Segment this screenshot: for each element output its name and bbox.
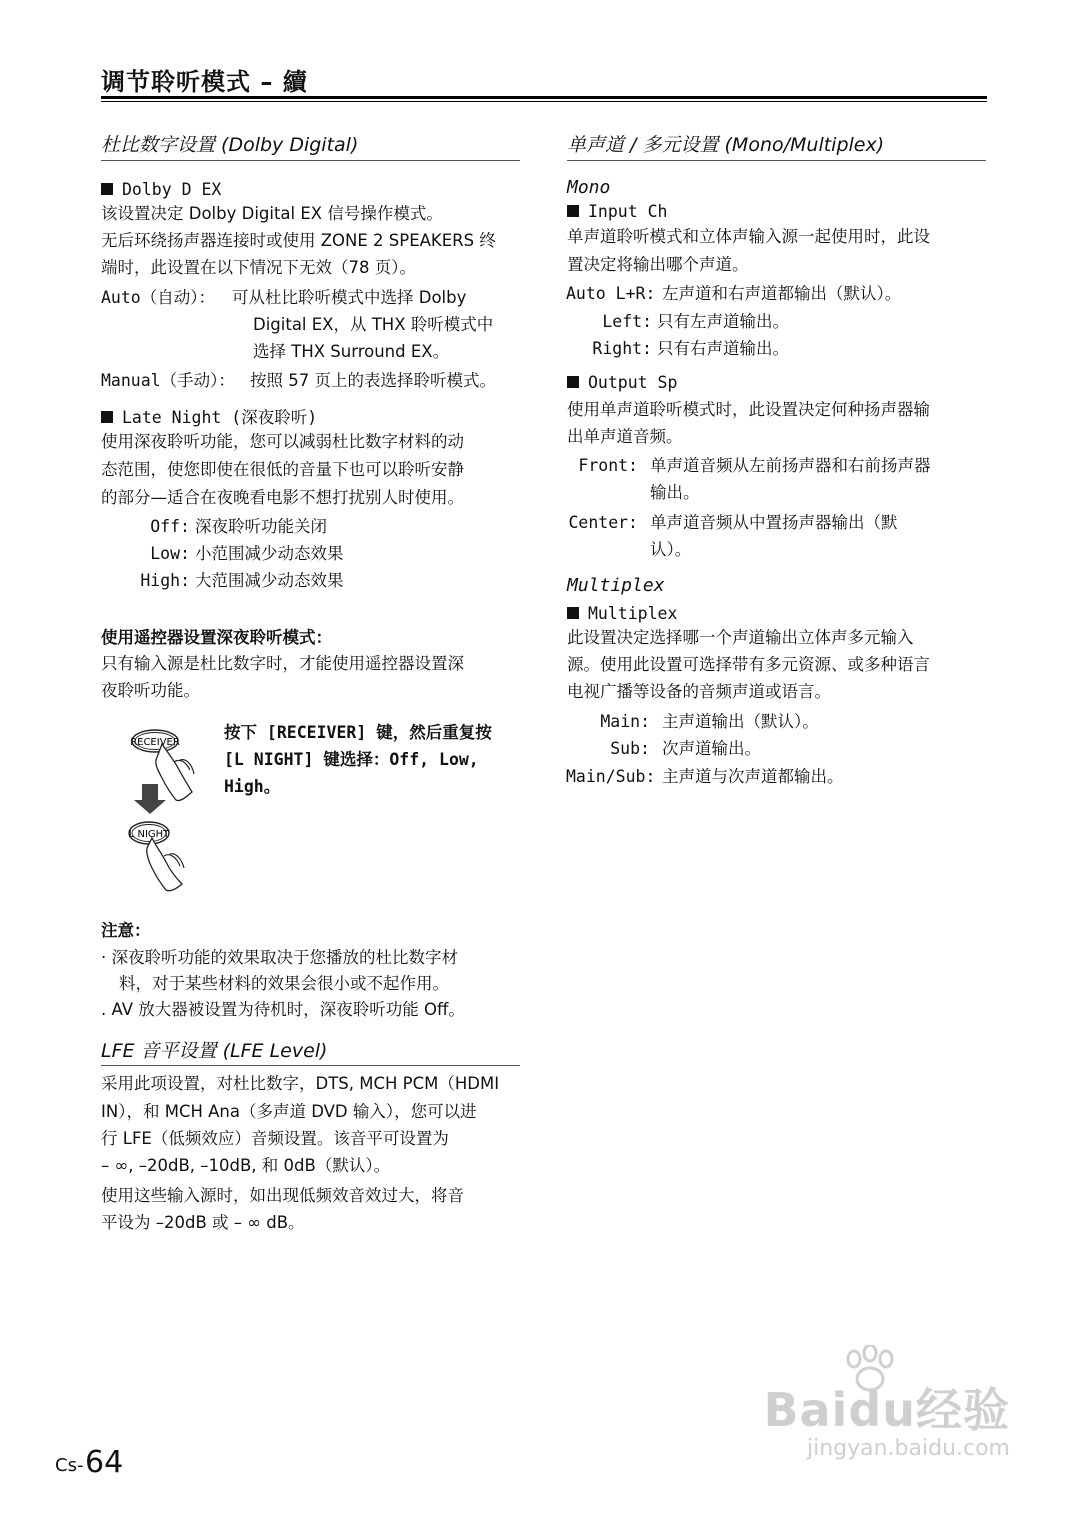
hand-icon	[147, 838, 182, 891]
subheading-output-sp: Output Sp	[567, 371, 677, 395]
option-desc: 左声道和右声道都输出（默认）。	[662, 284, 902, 303]
paragraph-line: 置决定将输出哪个声道。	[567, 255, 749, 274]
option-key: High:	[140, 571, 190, 590]
page-number: 64	[85, 1445, 124, 1480]
note-line: . AV 放大器被设置为待机时，深夜聆听功能 Off。	[101, 1000, 465, 1019]
instruction-line: High。	[224, 777, 281, 796]
watermark-brand: Baidu经验	[763, 1383, 1010, 1437]
section-title-lfe-level: LFE 音平设置 (LFE Level)	[101, 1040, 328, 1062]
page-number-prefix: Cs-	[55, 1455, 84, 1476]
paragraph-line: 此设置决定选择哪一个声道输出立体声多元输入	[567, 628, 914, 647]
option-key: Right:	[592, 339, 652, 358]
square-bullet-icon	[567, 205, 579, 217]
option-desc: 只有左声道输出。	[657, 312, 789, 331]
note-line: · 深夜聆听功能的效果取决于您播放的杜比数字材	[101, 948, 458, 967]
title-divider	[101, 96, 987, 102]
option-desc: 深夜聆听功能关闭	[195, 517, 327, 536]
option-desc: 按照 57 页上的表选择聆听模式。	[250, 371, 496, 390]
option-desc: 认）。	[650, 540, 692, 559]
option-desc: 大范围减少动态效果	[195, 571, 344, 590]
option-desc: 主声道与次声道都输出。	[662, 767, 844, 786]
option-key-auto: Auto（自动）：	[101, 288, 215, 307]
subheading-late-night: Late Night (深夜聆听)	[101, 406, 317, 430]
option-key: Left:	[602, 312, 652, 331]
option-key-manual: Manual（手动）：	[101, 371, 235, 390]
square-bullet-icon	[567, 376, 579, 388]
option-key: Front:	[578, 456, 638, 475]
paragraph-line: 使用深夜聆听功能，您可以减弱杜比数字材料的动	[101, 432, 464, 451]
section-rule	[567, 160, 986, 161]
paragraph-line: 出单声道音频。	[567, 427, 683, 446]
paragraph-line: 行 LFE（低频效应）音频设置。该音平可设置为	[101, 1129, 449, 1148]
paragraph-line: 源。使用此设置可选择带有多元资源、或多种语言	[567, 655, 930, 674]
option-key: Low:	[150, 544, 190, 563]
option-desc: 次声道输出。	[662, 739, 761, 758]
option-key: Main/Sub:	[566, 767, 656, 786]
baidu-watermark	[763, 1355, 1010, 1463]
section-title-dolby-digital: 杜比数字设置 (Dolby Digital)	[101, 134, 359, 156]
option-key: Off:	[150, 517, 190, 536]
paragraph-line: 只有输入源是杜比数字时，才能使用遥控器设置深	[101, 654, 464, 673]
note-heading: 注意：	[101, 921, 151, 940]
multiplex-heading: Multiplex	[567, 575, 665, 596]
paragraph-line: 无后环绕扬声器连接时或使用 ZONE 2 SPEAKERS 终	[101, 231, 496, 250]
instruction-line: 按下 [RECEIVER] 键，然后重复按	[224, 723, 492, 742]
option-key: Center:	[568, 513, 638, 532]
paragraph-line: 该设置决定 Dolby Digital EX 信号操作模式。	[101, 204, 443, 223]
paragraph-line: 态范围，使您即使在很低的音量下也可以聆听安静	[101, 460, 464, 479]
option-key: Auto L+R:	[566, 284, 656, 303]
subheading-input-ch: Input Ch	[567, 200, 667, 224]
remote-illustration	[122, 722, 212, 892]
paragraph-line: 电视广播等设备的音频声道或语言。	[567, 682, 831, 701]
paragraph-line: 单声道聆听模式和立体声输入源一起使用时，此设	[567, 227, 930, 246]
watermark-url: jingyan.baidu.com	[806, 1436, 1010, 1461]
paragraph-line: 使用这些输入源时，如出现低频效音效过大，将音	[101, 1186, 464, 1205]
square-bullet-icon	[567, 607, 579, 619]
paragraph-line: IN），和 MCH Ana（多声道 DVD 输入），您可以进	[101, 1102, 477, 1121]
remote-heading: 使用遥控器设置深夜聆听模式：	[101, 628, 332, 647]
option-key: Sub:	[610, 739, 650, 758]
option-desc: 选择 THX Surround EX。	[253, 342, 450, 361]
paragraph-line: 采用此项设置，对杜比数字，DTS, MCH PCM（HDMI	[101, 1074, 500, 1093]
instruction-line: [L NIGHT] 键选择：Off, Low,	[224, 750, 479, 769]
svg-text:RECEIVER: RECEIVER	[130, 737, 180, 748]
subheading-dolby-d-ex: Dolby D EX	[101, 178, 221, 202]
mono-heading: Mono	[567, 177, 611, 198]
paragraph-line: 端时，此设置在以下情况下无效（78 页）。	[101, 258, 416, 277]
paragraph-line: 平设为 –20dB 或 – ∞ dB。	[101, 1213, 305, 1232]
note-line: 料，对于某些材料的效果会很小或不起作用。	[119, 974, 449, 993]
section-rule	[101, 160, 520, 161]
hand-icon	[156, 744, 192, 801]
option-desc: 小范围减少动态效果	[195, 544, 344, 563]
option-desc: Digital EX，从 THX 聆听模式中	[253, 315, 494, 334]
option-desc: 可从杜比聆听模式中选择 Dolby	[232, 288, 467, 307]
option-key: Main:	[600, 712, 650, 731]
paragraph-line: – ∞, –20dB, –10dB, 和 0dB（默认）。	[101, 1156, 391, 1175]
section-rule	[101, 1065, 520, 1066]
option-desc: 输出。	[650, 483, 700, 502]
paragraph-line: 夜聆听功能。	[101, 681, 200, 700]
svg-text:L NIGHT: L NIGHT	[128, 829, 170, 840]
option-desc: 单声道音频从左前扬声器和右前扬声器	[650, 456, 931, 475]
section-title-mono-multiplex: 单声道 / 多元设置 (Mono/Multiplex)	[567, 134, 885, 156]
paw-logo-icon	[840, 1345, 900, 1395]
option-desc: 单声道音频从中置扬声器输出（默	[650, 513, 898, 532]
square-bullet-icon	[101, 183, 113, 195]
square-bullet-icon	[101, 411, 113, 423]
page-title: 调节聆听模式 – 續	[101, 68, 308, 96]
down-arrow-icon	[134, 784, 166, 814]
paragraph-line: 的部分—适合在夜晚看电影不想打扰别人时使用。	[101, 488, 464, 507]
paragraph-line: 使用单声道聆听模式时，此设置决定何种扬声器输	[567, 400, 930, 419]
option-desc: 主声道输出（默认）。	[662, 712, 819, 731]
subheading-multiplex: Multiplex	[567, 602, 677, 626]
option-desc: 只有右声道输出。	[657, 339, 789, 358]
